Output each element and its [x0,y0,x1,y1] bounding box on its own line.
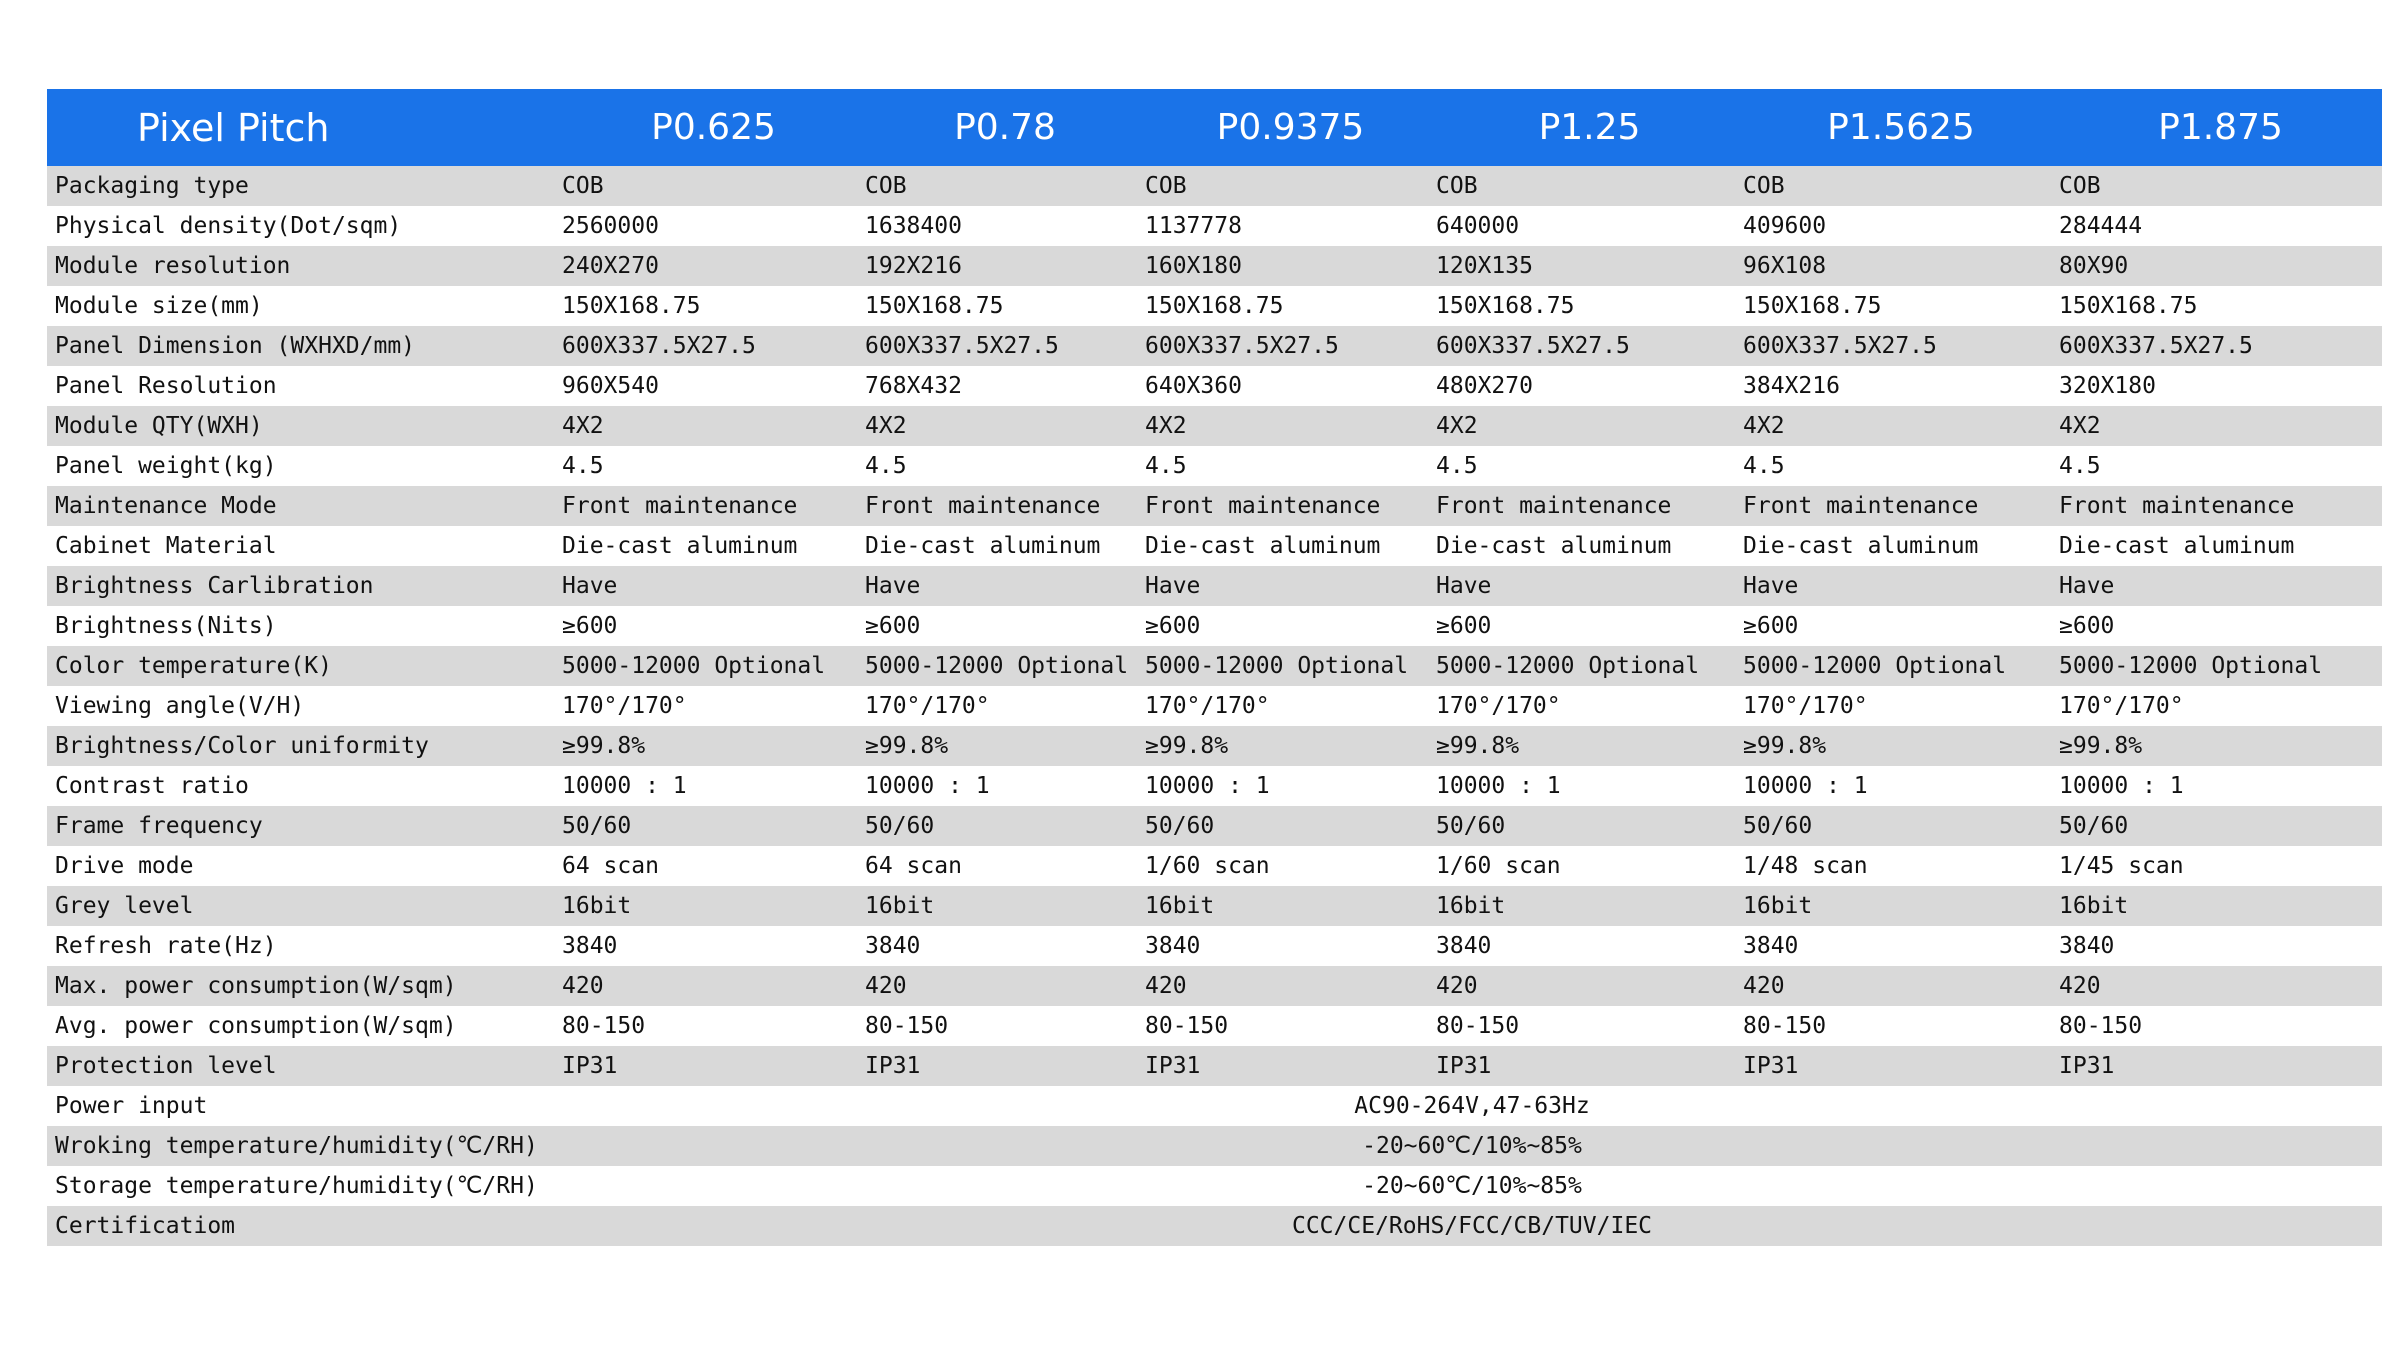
table-cell: 170°/170° [2059,693,2184,719]
table-row [47,406,2382,446]
row-label: Brightness(Nits) [55,613,277,639]
table-cell: 64 scan [865,853,962,879]
table-row [47,726,2382,766]
table-cell: 4X2 [1145,406,1436,446]
table-cell: Front maintenance [1743,486,2059,526]
table-cell: ≥600 [562,613,618,639]
header-pitch-6: P1.875 [2059,89,2382,166]
table-cell: 3840 [1436,933,1492,959]
table-row-merged [47,1206,2382,1246]
table-cell: 80-150 [1436,1013,1520,1039]
table-cell: Die-cast aluminum [562,533,798,559]
table-cell: 170°/170° [1145,693,1270,719]
table-row [47,846,2382,886]
table-cell: 1137778 [1145,213,1242,239]
table-cell: 4X2 [1436,406,1743,446]
table-cell: Front maintenance [1436,486,1743,526]
table-cell: COB [1145,166,1436,206]
row-label: Panel Dimension (WXHXD/mm) [47,326,562,366]
table-cell: 10000 : 1 [1145,773,1270,799]
header-pitch-3: P0.9375 [1145,89,1436,166]
table-cell: Front maintenance [1145,486,1436,526]
table-cell: 3840 [1743,933,1799,959]
table-cell: Die-cast aluminum [1743,533,1979,559]
row-label: Max. power consumption(W/sqm) [47,966,562,1006]
header-row [47,89,2382,166]
table-row [47,206,2382,246]
table-cell: 170°/170° [1436,693,1561,719]
table-cell: 150X168.75 [865,293,1004,319]
header-pitch-2: P0.78 [865,89,1145,166]
table-cell: 80-150 [865,1013,949,1039]
table-row [47,486,2382,526]
table-cell: ≥600 [1743,613,1799,639]
table-cell: Have [2059,566,2382,606]
table-cell: 420 [865,966,1145,1006]
table-cell: 284444 [2059,213,2143,239]
table-cell: 5000-12000 Optional [2059,646,2382,686]
table-cell: 120X135 [1436,246,1743,286]
row-label: Frame frequency [47,806,562,846]
table-cell: 5000-12000 Optional [865,646,1145,686]
table-row [47,326,2382,366]
merged-cell: -20~60℃/10%~85% [1362,1173,1582,1199]
table-cell: 16bit [1743,886,2059,926]
table-cell: Have [562,566,865,606]
table-cell: 150X168.75 [1145,293,1284,319]
table-cell: 5000-12000 Optional [1743,646,2059,686]
row-label: Brightness/Color uniformity [47,726,562,766]
table-cell: 192X216 [865,246,1145,286]
table-cell: 64 scan [562,853,659,879]
row-label: Panel weight(kg) [55,453,277,479]
table-cell: Front maintenance [2059,486,2382,526]
table-cell: 2560000 [562,213,659,239]
table-cell: 1/48 scan [1743,853,1868,879]
header-pitch-4: P1.25 [1436,89,1743,166]
table-cell: 320X180 [2059,373,2156,399]
row-label: Wroking temperature/humidity(℃/RH) [47,1126,562,1166]
table-cell: ≥99.8% [1145,726,1436,766]
table-cell: Die-cast aluminum [865,533,1101,559]
table-cell: 80-150 [2059,1013,2143,1039]
row-label: Certificatiom [47,1206,562,1246]
row-label: Refresh rate(Hz) [55,933,277,959]
table-cell: 4X2 [865,406,1145,446]
table-row [47,286,2382,326]
table-cell: 4.5 [2059,453,2101,479]
table-row-merged [47,1086,2382,1126]
table-cell: 50/60 [1145,806,1436,846]
table-row [47,1006,2382,1046]
header-pitch-5: P1.5625 [1743,89,2059,166]
table-cell: 640X360 [1145,373,1242,399]
table-row [47,766,2382,806]
table-cell: 420 [1436,966,1743,1006]
table-cell: 768X432 [865,373,962,399]
table-cell: 80-150 [1145,1013,1229,1039]
table-row [47,606,2382,646]
table-cell: 4X2 [562,406,865,446]
table-cell: Have [1743,566,2059,606]
table-cell: ≥99.8% [562,726,865,766]
table-cell: 4.5 [562,453,604,479]
row-label: Cabinet Material [55,533,277,559]
table-cell: 170°/170° [1743,693,1868,719]
table-cell: 80X90 [2059,246,2382,286]
table-cell: 3840 [2059,933,2115,959]
table-row [47,806,2382,846]
row-label: Physical density(Dot/sqm) [55,213,402,239]
table-cell: 10000 : 1 [865,773,990,799]
table-cell: 150X168.75 [2059,293,2198,319]
table-row [47,966,2382,1006]
table-cell: 384X216 [1743,373,1840,399]
table-cell: COB [562,166,865,206]
table-row [47,526,2382,566]
table-cell: 16bit [865,886,1145,926]
table-cell: 170°/170° [865,693,990,719]
table-cell: 160X180 [1145,246,1436,286]
row-label: Drive mode [55,853,194,879]
row-label: Brightness Carlibration [47,566,562,606]
row-label: Power input [55,1093,208,1119]
table-cell: 16bit [562,886,865,926]
row-label: Avg. power consumption(W/sqm) [55,1013,457,1039]
table-cell: 420 [2059,966,2382,1006]
header-pitch-1: P0.625 [562,89,865,166]
table-cell: 4.5 [1743,453,1785,479]
table-row-merged [47,1126,2382,1166]
table-cell: 4.5 [865,453,907,479]
header-pixel-pitch-label: Pixel Pitch [47,89,562,166]
table-cell: ≥600 [2059,613,2115,639]
table-cell: 80-150 [562,1013,646,1039]
table-cell: 1/60 scan [1436,853,1561,879]
table-cell: 600X337.5X27.5 [1436,326,1743,366]
table-row [47,886,2382,926]
table-cell: COB [2059,166,2382,206]
row-label: Color temperature(K) [47,646,562,686]
table-row [47,446,2382,486]
table-cell: ≥99.8% [865,726,1145,766]
table-cell: 4.5 [1145,453,1187,479]
table-cell: COB [1436,166,1743,206]
row-label: Module QTY(WXH) [47,406,562,446]
table-cell: 5000-12000 Optional [1145,646,1436,686]
table-row [47,686,2382,726]
table-cell: 1/60 scan [1145,853,1270,879]
table-cell: 16bit [1436,886,1743,926]
row-label: Contrast ratio [55,773,249,799]
table-cell: IP31 [865,1046,1145,1086]
table-row [47,246,2382,286]
table-cell: 4X2 [1743,406,2059,446]
table-row [47,566,2382,606]
table-cell: Die-cast aluminum [2059,533,2295,559]
table-cell: ≥600 [1145,613,1201,639]
table-cell: COB [865,166,1145,206]
table-cell: 420 [1743,966,2059,1006]
table-cell: 50/60 [865,806,1145,846]
row-label: Packaging type [47,166,562,206]
row-label: Viewing angle(V/H) [55,693,305,719]
table-cell: 16bit [2059,886,2382,926]
table-cell: COB [1743,166,2059,206]
table-cell: 600X337.5X27.5 [562,326,865,366]
table-cell: 600X337.5X27.5 [2059,326,2382,366]
table-cell: 150X168.75 [1436,293,1575,319]
spec-table [47,89,2382,1246]
table-cell: 10000 : 1 [1436,773,1561,799]
table-cell: Die-cast aluminum [1436,533,1672,559]
table-cell: 420 [1145,966,1436,1006]
table-cell: 10000 : 1 [1743,773,1868,799]
table-cell: 5000-12000 Optional [562,646,865,686]
table-row [47,366,2382,406]
table-cell: ≥600 [1436,613,1492,639]
table-cell: IP31 [562,1046,865,1086]
table-cell: 150X168.75 [562,293,701,319]
table-cell: 16bit [1145,886,1436,926]
table-cell: 409600 [1743,213,1827,239]
merged-cell: CCC/CE/RoHS/FCC/CB/TUV/IEC [562,1206,2382,1246]
table-cell: IP31 [1436,1046,1743,1086]
table-cell: Die-cast aluminum [1145,533,1381,559]
table-cell: 240X270 [562,246,865,286]
table-cell: 960X540 [562,373,659,399]
table-cell: 480X270 [1436,373,1533,399]
table-cell: Have [1436,566,1743,606]
table-row [47,1046,2382,1086]
table-row-merged [47,1166,2382,1206]
table-cell: IP31 [1743,1046,2059,1086]
row-label: Panel Resolution [55,373,277,399]
table-cell: 80-150 [1743,1013,1827,1039]
row-label: Grey level [47,886,562,926]
table-cell: ≥99.8% [1743,726,2059,766]
table-cell: Have [865,566,1145,606]
table-cell: 50/60 [1436,806,1743,846]
table-cell: Front maintenance [865,486,1145,526]
table-cell: ≥99.8% [2059,726,2382,766]
table-cell: 10000 : 1 [2059,773,2184,799]
table-cell: 600X337.5X27.5 [1743,326,2059,366]
table-cell: Have [1145,566,1436,606]
table-row [47,166,2382,206]
table-cell: 50/60 [1743,806,2059,846]
table-cell: 5000-12000 Optional [1436,646,1743,686]
table-cell: 10000 : 1 [562,773,687,799]
table-cell: ≥99.8% [1436,726,1743,766]
row-label: Storage temperature/humidity(℃/RH) [55,1173,538,1199]
table-row [47,926,2382,966]
row-label: Maintenance Mode [47,486,562,526]
table-cell: 170°/170° [562,693,687,719]
table-cell: 420 [562,966,865,1006]
table-cell: 96X108 [1743,246,2059,286]
table-cell: Front maintenance [562,486,865,526]
row-label: Module size(mm) [55,293,263,319]
table-cell: 600X337.5X27.5 [865,326,1145,366]
table-cell: IP31 [2059,1046,2382,1086]
table-row [47,646,2382,686]
row-label: Protection level [47,1046,562,1086]
table-cell: 150X168.75 [1743,293,1882,319]
table-cell: 1638400 [865,213,962,239]
table-cell: ≥600 [865,613,921,639]
table-cell: IP31 [1145,1046,1436,1086]
table-cell: 50/60 [2059,806,2382,846]
table-cell: 50/60 [562,806,865,846]
table-cell: 4.5 [1436,453,1478,479]
table-cell: 4X2 [2059,406,2382,446]
spec-table-body [47,89,2382,1246]
table-cell: 640000 [1436,213,1520,239]
merged-cell: -20~60℃/10%~85% [562,1126,2382,1166]
merged-cell: AC90-264V,47-63Hz [1354,1093,1590,1119]
table-cell: 600X337.5X27.5 [1145,326,1436,366]
table-cell: 3840 [1145,933,1201,959]
table-cell: 3840 [865,933,921,959]
row-label: Module resolution [47,246,562,286]
table-cell: 3840 [562,933,618,959]
table-cell: 1/45 scan [2059,853,2184,879]
